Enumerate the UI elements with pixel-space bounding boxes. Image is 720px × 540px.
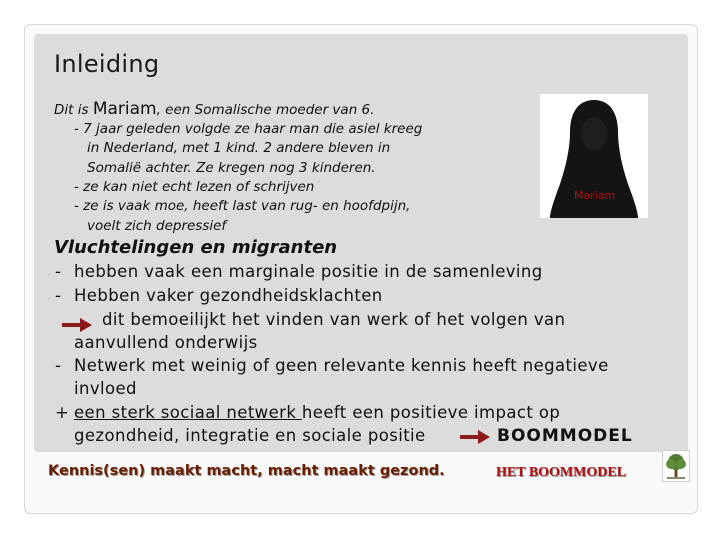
bullet-marker: - bbox=[55, 356, 61, 375]
list-item: dit bemoeilijkt het vinden van werk of het volgen van bbox=[102, 310, 566, 329]
tree-icon bbox=[663, 451, 689, 481]
list-item: Hebben vaker gezondheidsklachten bbox=[74, 286, 383, 305]
intro-detail-3: Somalië achter. Ze kregen nog 3 kinderen. bbox=[87, 160, 376, 176]
intro-detail-1: - 7 jaar geleden volgde ze haar man die asiel kreeg bbox=[74, 121, 423, 137]
intro-detail-5: - ze is vaak moe, heeft last van rug- en hoofdpijn, bbox=[74, 198, 411, 214]
intro-prefix: Dit is bbox=[54, 102, 93, 118]
tree-thumbnail[interactable] bbox=[662, 450, 690, 482]
section-heading: Vluchtelingen en migranten bbox=[54, 237, 338, 258]
intro-detail-2: in Nederland, met 1 kind. 2 andere bleven in bbox=[87, 140, 391, 156]
intro-line bbox=[54, 99, 374, 119]
arrow-right-icon bbox=[460, 430, 490, 444]
intro-suffix: , een Somalische moeder van 6. bbox=[156, 102, 375, 118]
intro-name: Mariam bbox=[92, 99, 157, 119]
footer-tagline: Kennis(sen) maakt macht, macht maakt gezond. bbox=[48, 463, 445, 479]
footer-boommodel-link[interactable]: HET BOOMMODEL bbox=[496, 465, 627, 480]
list-item: Netwerk met weinig of geen relevante kennis heeft negatieve bbox=[74, 356, 609, 375]
boommodel-label: BOOMMODEL bbox=[497, 426, 633, 446]
bullet-marker: - bbox=[55, 286, 61, 305]
list-item-rest: heeft een positieve impact op bbox=[301, 403, 561, 422]
arrow-right-icon bbox=[62, 318, 92, 332]
list-item: gezondheid, integratie en sociale positie bbox=[74, 426, 426, 445]
list-item: aanvullend onderwijs bbox=[74, 333, 258, 352]
list-item: invloed bbox=[74, 379, 137, 398]
intro-detail-4: - ze kan niet echt lezen of schrijven bbox=[74, 179, 315, 195]
list-item bbox=[74, 403, 560, 422]
slide-title: Inleiding bbox=[54, 50, 160, 78]
bullet-marker: - bbox=[55, 262, 61, 281]
photo-caption: Mariam bbox=[574, 189, 616, 202]
list-item: hebben vaak een marginale positie in de samenleving bbox=[74, 262, 543, 281]
intro-detail-6: voelt zich depressief bbox=[87, 218, 227, 234]
highlighted-phrase: een sterk sociaal netwerk bbox=[74, 403, 302, 422]
bullet-marker: + bbox=[55, 403, 69, 422]
